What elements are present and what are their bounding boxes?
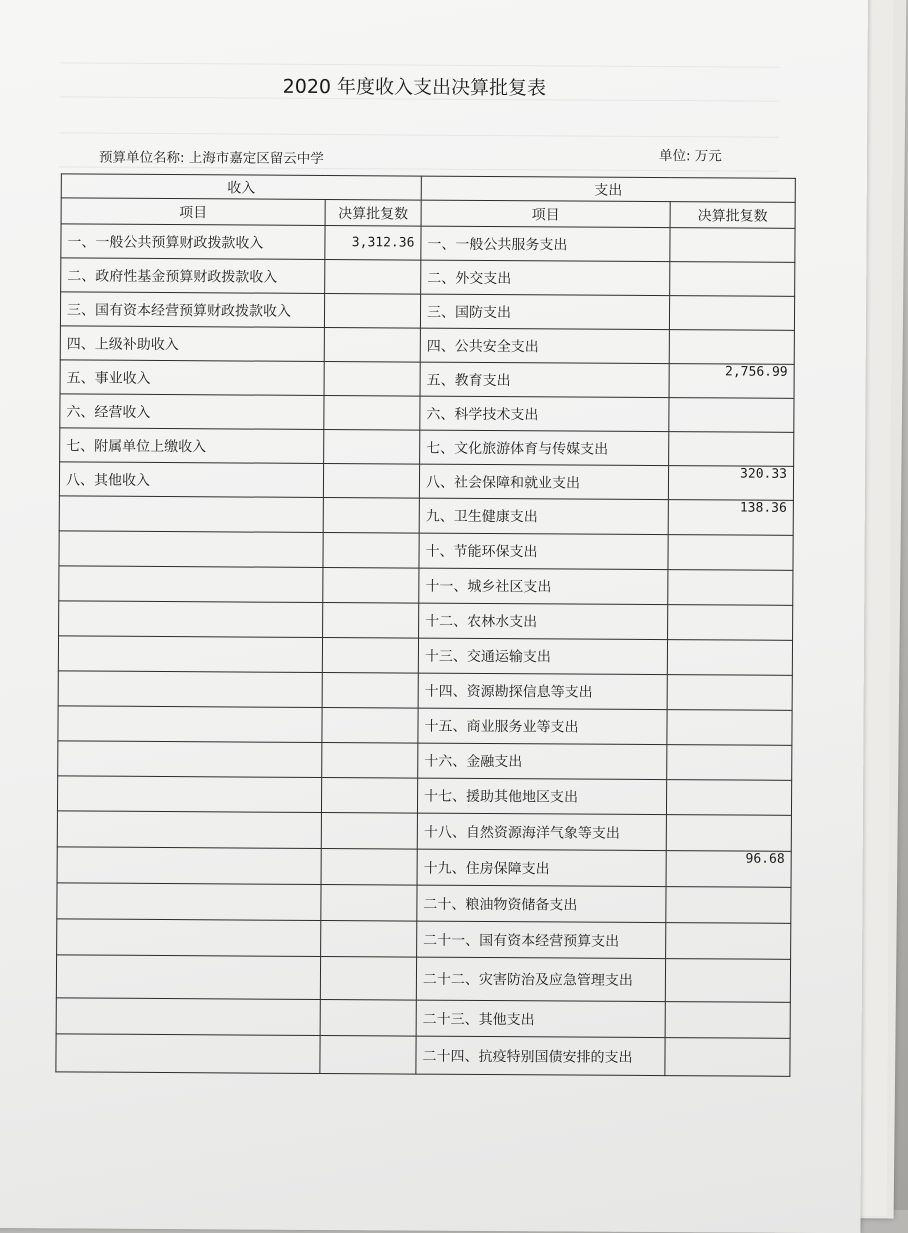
- expense-amount-cell: [666, 887, 791, 924]
- table-row: [58, 636, 792, 675]
- income-amount-cell: [321, 884, 417, 921]
- income-amount-cell: [322, 637, 418, 673]
- income-amount-cell: [324, 395, 420, 430]
- expense-amount-cell: 2,756.99: [669, 364, 794, 399]
- table-row: [60, 326, 794, 364]
- budget-unit-name: 预算单位名称: 上海市嘉定区留云中学: [98, 149, 324, 167]
- expense-amount-cell: [666, 923, 791, 960]
- expense-item-cell: 十七、援助其他地区支出: [417, 778, 666, 815]
- income-amount-cell: 3,312.36: [325, 225, 421, 260]
- income-amount-cell: [323, 497, 419, 533]
- income-item-cell: [57, 776, 321, 813]
- expense-amount-cell: [670, 262, 795, 297]
- expense-item-cell: 二、外交支出: [421, 260, 670, 296]
- expense-amount-cell: [668, 570, 793, 606]
- expense-amount-cell: [668, 535, 793, 571]
- expense-amount-cell: 96.68: [666, 851, 791, 888]
- expense-item-cell: 十一、城乡社区支出: [419, 568, 668, 605]
- income-item-cell: 五、事业收入: [60, 360, 324, 396]
- expense-item-cell: 十九、住房保障支出: [417, 849, 666, 887]
- expense-item-cell: 一、一般公共服务支出: [421, 226, 670, 262]
- expense-amount-cell: [669, 432, 794, 467]
- income-item-cell: [56, 955, 320, 1000]
- income-item-cell: [58, 671, 322, 708]
- expense-amount-cell: 320.33: [668, 466, 793, 501]
- expense-amount-cell: [666, 815, 791, 852]
- expense-item-cell: 六、科学技术支出: [420, 396, 669, 432]
- expense-item-cell: 二十一、国有资本经营预算支出: [417, 921, 666, 959]
- expense-amount-cell: [665, 1038, 790, 1077]
- income-item-cell: [57, 919, 321, 957]
- table-row: [60, 360, 794, 398]
- table-row: [57, 883, 791, 923]
- income-amount-cell: [321, 777, 417, 813]
- income-amount-cell: [324, 429, 420, 464]
- expense-item-cell: 二十二、灾害防治及应急管理支出: [416, 957, 665, 1002]
- expense-item-cell: 十四、资源勘探信息等支出: [418, 673, 667, 710]
- expense-amount-cell: [669, 296, 794, 331]
- income-amount-cell: [320, 999, 416, 1036]
- expense-item-cell: 七、文化旅游体育与传媒支出: [420, 430, 669, 466]
- expense-amount-cell: [670, 228, 795, 263]
- table-row: [61, 258, 795, 296]
- table-row: [59, 531, 793, 570]
- expense-amount-cell: [668, 605, 793, 641]
- expense-amount-cell: [669, 398, 794, 433]
- budget-table: [55, 173, 795, 1076]
- table-row: [57, 847, 791, 887]
- income-item-cell: [56, 998, 320, 1036]
- table-row: [59, 462, 793, 500]
- expense-amount-cell: [665, 959, 790, 1003]
- income-item-cell: [57, 811, 321, 849]
- table-row: [59, 496, 793, 535]
- expense-amount-cell: [666, 780, 791, 816]
- income-amount-cell: [323, 532, 419, 568]
- income-item-cell: [59, 566, 323, 603]
- table-row: [59, 601, 793, 640]
- expense-item-cell: 二十三、其他支出: [416, 1000, 665, 1038]
- table-row: [58, 706, 792, 745]
- income-amount-cell: [321, 812, 417, 849]
- income-item-cell: 二、政府性基金预算财政拨款收入: [61, 258, 325, 294]
- table-row: [56, 998, 790, 1038]
- expense-item-cell: 四、公共安全支出: [420, 328, 669, 364]
- income-amount-cell: [321, 920, 417, 957]
- table-row: [60, 428, 794, 466]
- income-item-cell: 一、一般公共预算财政拨款收入: [61, 224, 325, 260]
- expense-item-cell: 二十、粮油物资储备支出: [417, 885, 666, 923]
- income-item-cell: [57, 883, 321, 921]
- expense-item-cell: 八、社会保障和就业支出: [419, 464, 668, 500]
- income-item-cell: [57, 847, 321, 885]
- expense-amount-cell: [665, 1002, 790, 1039]
- income-amount-cell: [324, 293, 420, 328]
- expense-amount-cell: 138.36: [668, 500, 793, 536]
- income-amount-cell: [324, 361, 420, 396]
- income-amount-cell: [322, 742, 418, 778]
- expense-item-cell: 十八、自然资源海洋气象等支出: [417, 813, 666, 851]
- expense-amount-cell: [667, 710, 792, 746]
- income-amount-cell: [323, 567, 419, 603]
- income-item-cell: [56, 1034, 320, 1074]
- expense-item-cell: 十六、金融支出: [418, 743, 667, 780]
- table-row: [57, 811, 791, 851]
- income-amount-cell: [320, 956, 416, 1000]
- expense-section-header: 支出: [421, 176, 795, 202]
- table-row: [57, 776, 791, 815]
- currency-unit: 单位: 万元: [658, 148, 722, 165]
- income-item-cell: 六、经营收入: [60, 394, 324, 430]
- income-item-cell: [58, 741, 322, 778]
- expense-item-cell: 五、教育支出: [420, 362, 669, 398]
- income-amount-cell: [323, 602, 419, 638]
- expense-amount-cell: [667, 745, 792, 781]
- table-row: [56, 1034, 790, 1076]
- income-item-cell: [58, 636, 322, 673]
- table-row: [60, 394, 794, 432]
- income-amount-header: 决算批复数: [325, 199, 421, 226]
- expense-amount-cell: [667, 675, 792, 711]
- expense-item-cell: 二十四、抗疫特别国债安排的支出: [416, 1036, 665, 1076]
- income-item-cell: [59, 601, 323, 638]
- income-amount-cell: [321, 848, 417, 885]
- income-amount-cell: [320, 1035, 416, 1074]
- page-title: 2020 年度收入支出决算批复表: [282, 75, 547, 100]
- expense-item-cell: 十二、农林水支出: [419, 603, 668, 640]
- table-row: [59, 566, 793, 605]
- table-row: [61, 224, 795, 262]
- income-item-cell: 四、上级补助收入: [60, 326, 324, 362]
- income-amount-cell: [325, 259, 421, 294]
- income-section-header: 收入: [61, 174, 421, 200]
- expense-amount-cell: [669, 330, 794, 365]
- table-row: [58, 741, 792, 780]
- expense-item-cell: 十三、交通运输支出: [418, 638, 667, 675]
- expense-amount-header: 决算批复数: [670, 202, 795, 229]
- income-item-cell: 三、国有资本经营预算财政拨款收入: [60, 292, 324, 328]
- income-amount-cell: [324, 327, 420, 362]
- table-row: [57, 919, 791, 959]
- income-item-cell: 八、其他收入: [59, 462, 323, 498]
- expense-item-cell: 三、国防支出: [420, 294, 669, 330]
- income-item-cell: 七、附属单位上缴收入: [60, 428, 324, 464]
- expense-item-cell: 十五、商业服务业等支出: [418, 708, 667, 745]
- income-item-cell: [59, 496, 323, 533]
- table-row: [60, 292, 794, 330]
- income-amount-cell: [322, 672, 418, 708]
- income-item-header: 项目: [61, 198, 325, 226]
- income-amount-cell: [323, 463, 419, 498]
- table-row: [56, 955, 790, 1002]
- income-amount-cell: [322, 707, 418, 743]
- expense-item-cell: 九、卫生健康支出: [419, 498, 668, 535]
- table-row: [58, 671, 792, 710]
- income-item-cell: [58, 706, 322, 743]
- income-item-cell: [59, 531, 323, 568]
- expense-amount-cell: [667, 640, 792, 676]
- expense-item-cell: 十、节能环保支出: [419, 533, 668, 570]
- expense-item-header: 项目: [421, 200, 670, 228]
